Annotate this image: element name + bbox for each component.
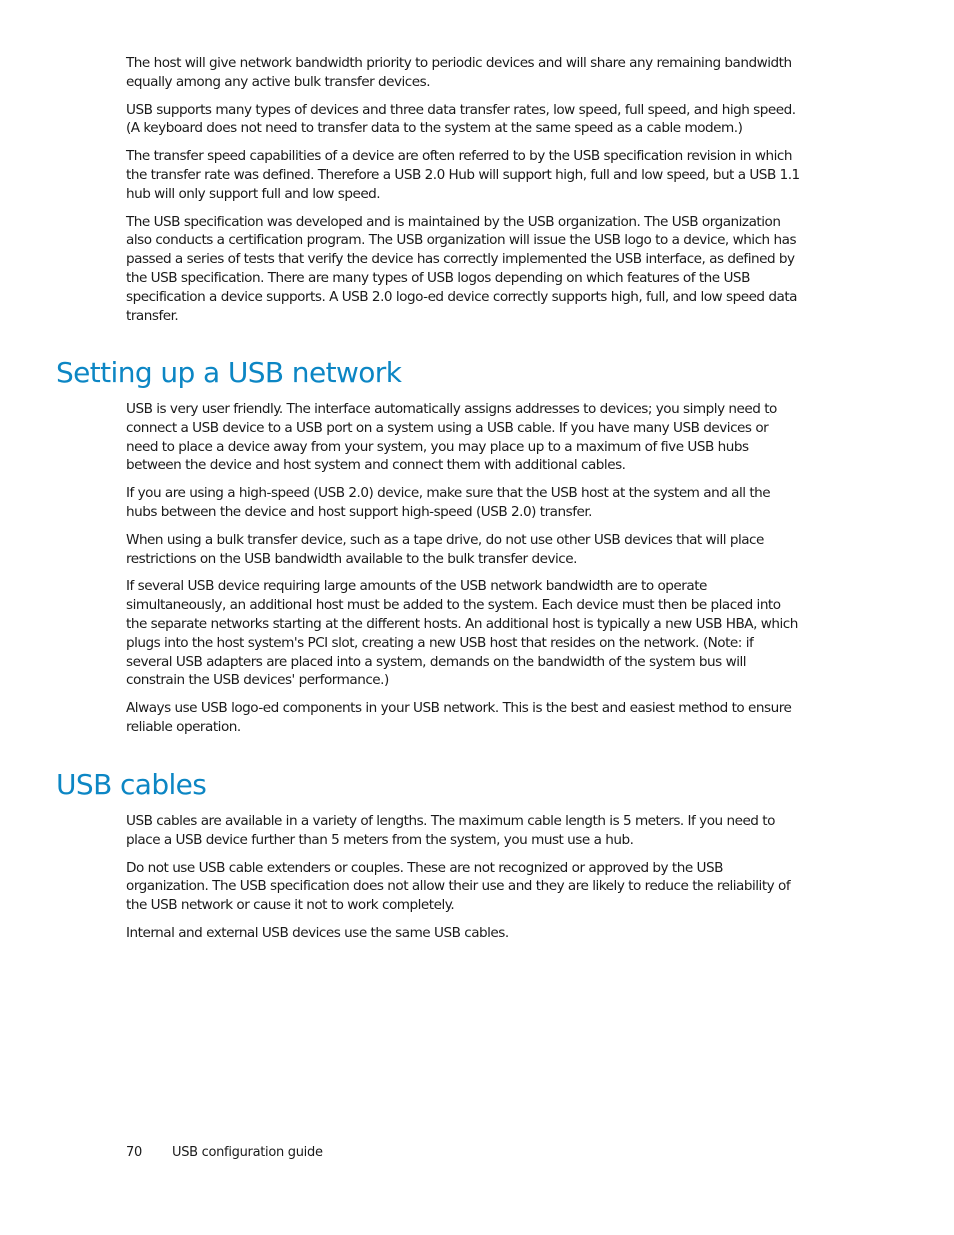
page-number: 70 bbox=[126, 1145, 142, 1160]
network-paragraph-1: USB is very user friendly. The interface automatically assigns addresses to devices; you simply need to connect a USB device to a USB port on a system using a USB cable. If you have many USB devices or need to place a device away from your system, you may place up to a maximum of five USB hubs between the device and host system and connect them with additional cables. bbox=[126, 401, 777, 474]
intro-section bbox=[126, 54, 802, 334]
page-footer bbox=[126, 1145, 323, 1160]
guide-title: USB configuration guide bbox=[172, 1145, 323, 1160]
cables-paragraph-1: USB cables are available in a variety of lengths. The maximum cable length is 5 meters. If you need to place a USB device further than 5 meters from the system, you must use a hub. bbox=[126, 813, 775, 848]
heading-setting-up-usb-network: Setting up a USB network bbox=[56, 356, 402, 389]
intro-paragraph-2: USB supports many types of devices and three data transfer rates, low speed, full speed, and high speed. (A keyboard does not need to transfer data to the system at the same speed as a cable modem.) bbox=[126, 101, 796, 137]
intro-paragraph-1: The host will give network bandwidth priority to periodic devices and will share any remaining bandwidth equally among any active bulk transfer devices. bbox=[126, 55, 792, 90]
intro-paragraph-4: The USB specification was developed and is maintained by the USB organization. The USB organization also conducts a certification program. The USB organization will issue the USB logo to a device, which has passed a series of tests that verify the device has correctly implemented the USB interface, as defined by the USB specification. There are many types of USB logos depending on which features of the USB specification a device supports. A USB 2.0 logo-ed device correctly supports high, full, and low speed data transfer. bbox=[126, 213, 798, 324]
cables-paragraph-2: Do not use USB cable extenders or couples. These are not recognized or approved by the USB organization. The USB specification does not allow their use and they are likely to reduce the reliability of the USB network or cause it not to work completely. bbox=[126, 859, 791, 914]
cables-section bbox=[126, 812, 802, 952]
network-paragraph-2: If you are using a high-speed (USB 2.0) device, make sure that the USB host at the system and all the hubs between the device and host support high-speed (USB 2.0) transfer. bbox=[126, 485, 771, 520]
network-paragraph-4: If several USB device requiring large amounts of the USB network bandwidth are to operate simultaneously, an additional host must be added to the system. Each device must then be placed into the separate networks starting at the different hosts. An additional host is typically a new USB HBA, which plugs into the host system's PCI slot, creating a new USB host that resides on the network. (Note: if several USB adapters are placed into a system, demands on the bandwidth of the system bus will constrain the USB devices' performance.) bbox=[126, 578, 798, 689]
network-paragraph-3: When using a bulk transfer device, such as a tape drive, do not use other USB devices that will place restrictions on the USB bandwidth available to the bulk transfer device. bbox=[126, 531, 764, 567]
network-paragraph-5: Always use USB logo-ed components in your USB network. This is the best and easiest method to ensure reliable operation. bbox=[126, 700, 792, 735]
intro-paragraph-3: The transfer speed capabilities of a device are often referred to by the USB specification revision in which the transfer rate was defined. Therefore a USB 2.0 Hub will support high, full and low speed, but a USB 1.1 hub will only support full and low speed. bbox=[126, 148, 800, 202]
network-section bbox=[126, 400, 802, 746]
heading-usb-cables: USB cables bbox=[56, 768, 207, 801]
cables-paragraph-3: Internal and external USB devices use the same USB cables. bbox=[126, 924, 509, 941]
